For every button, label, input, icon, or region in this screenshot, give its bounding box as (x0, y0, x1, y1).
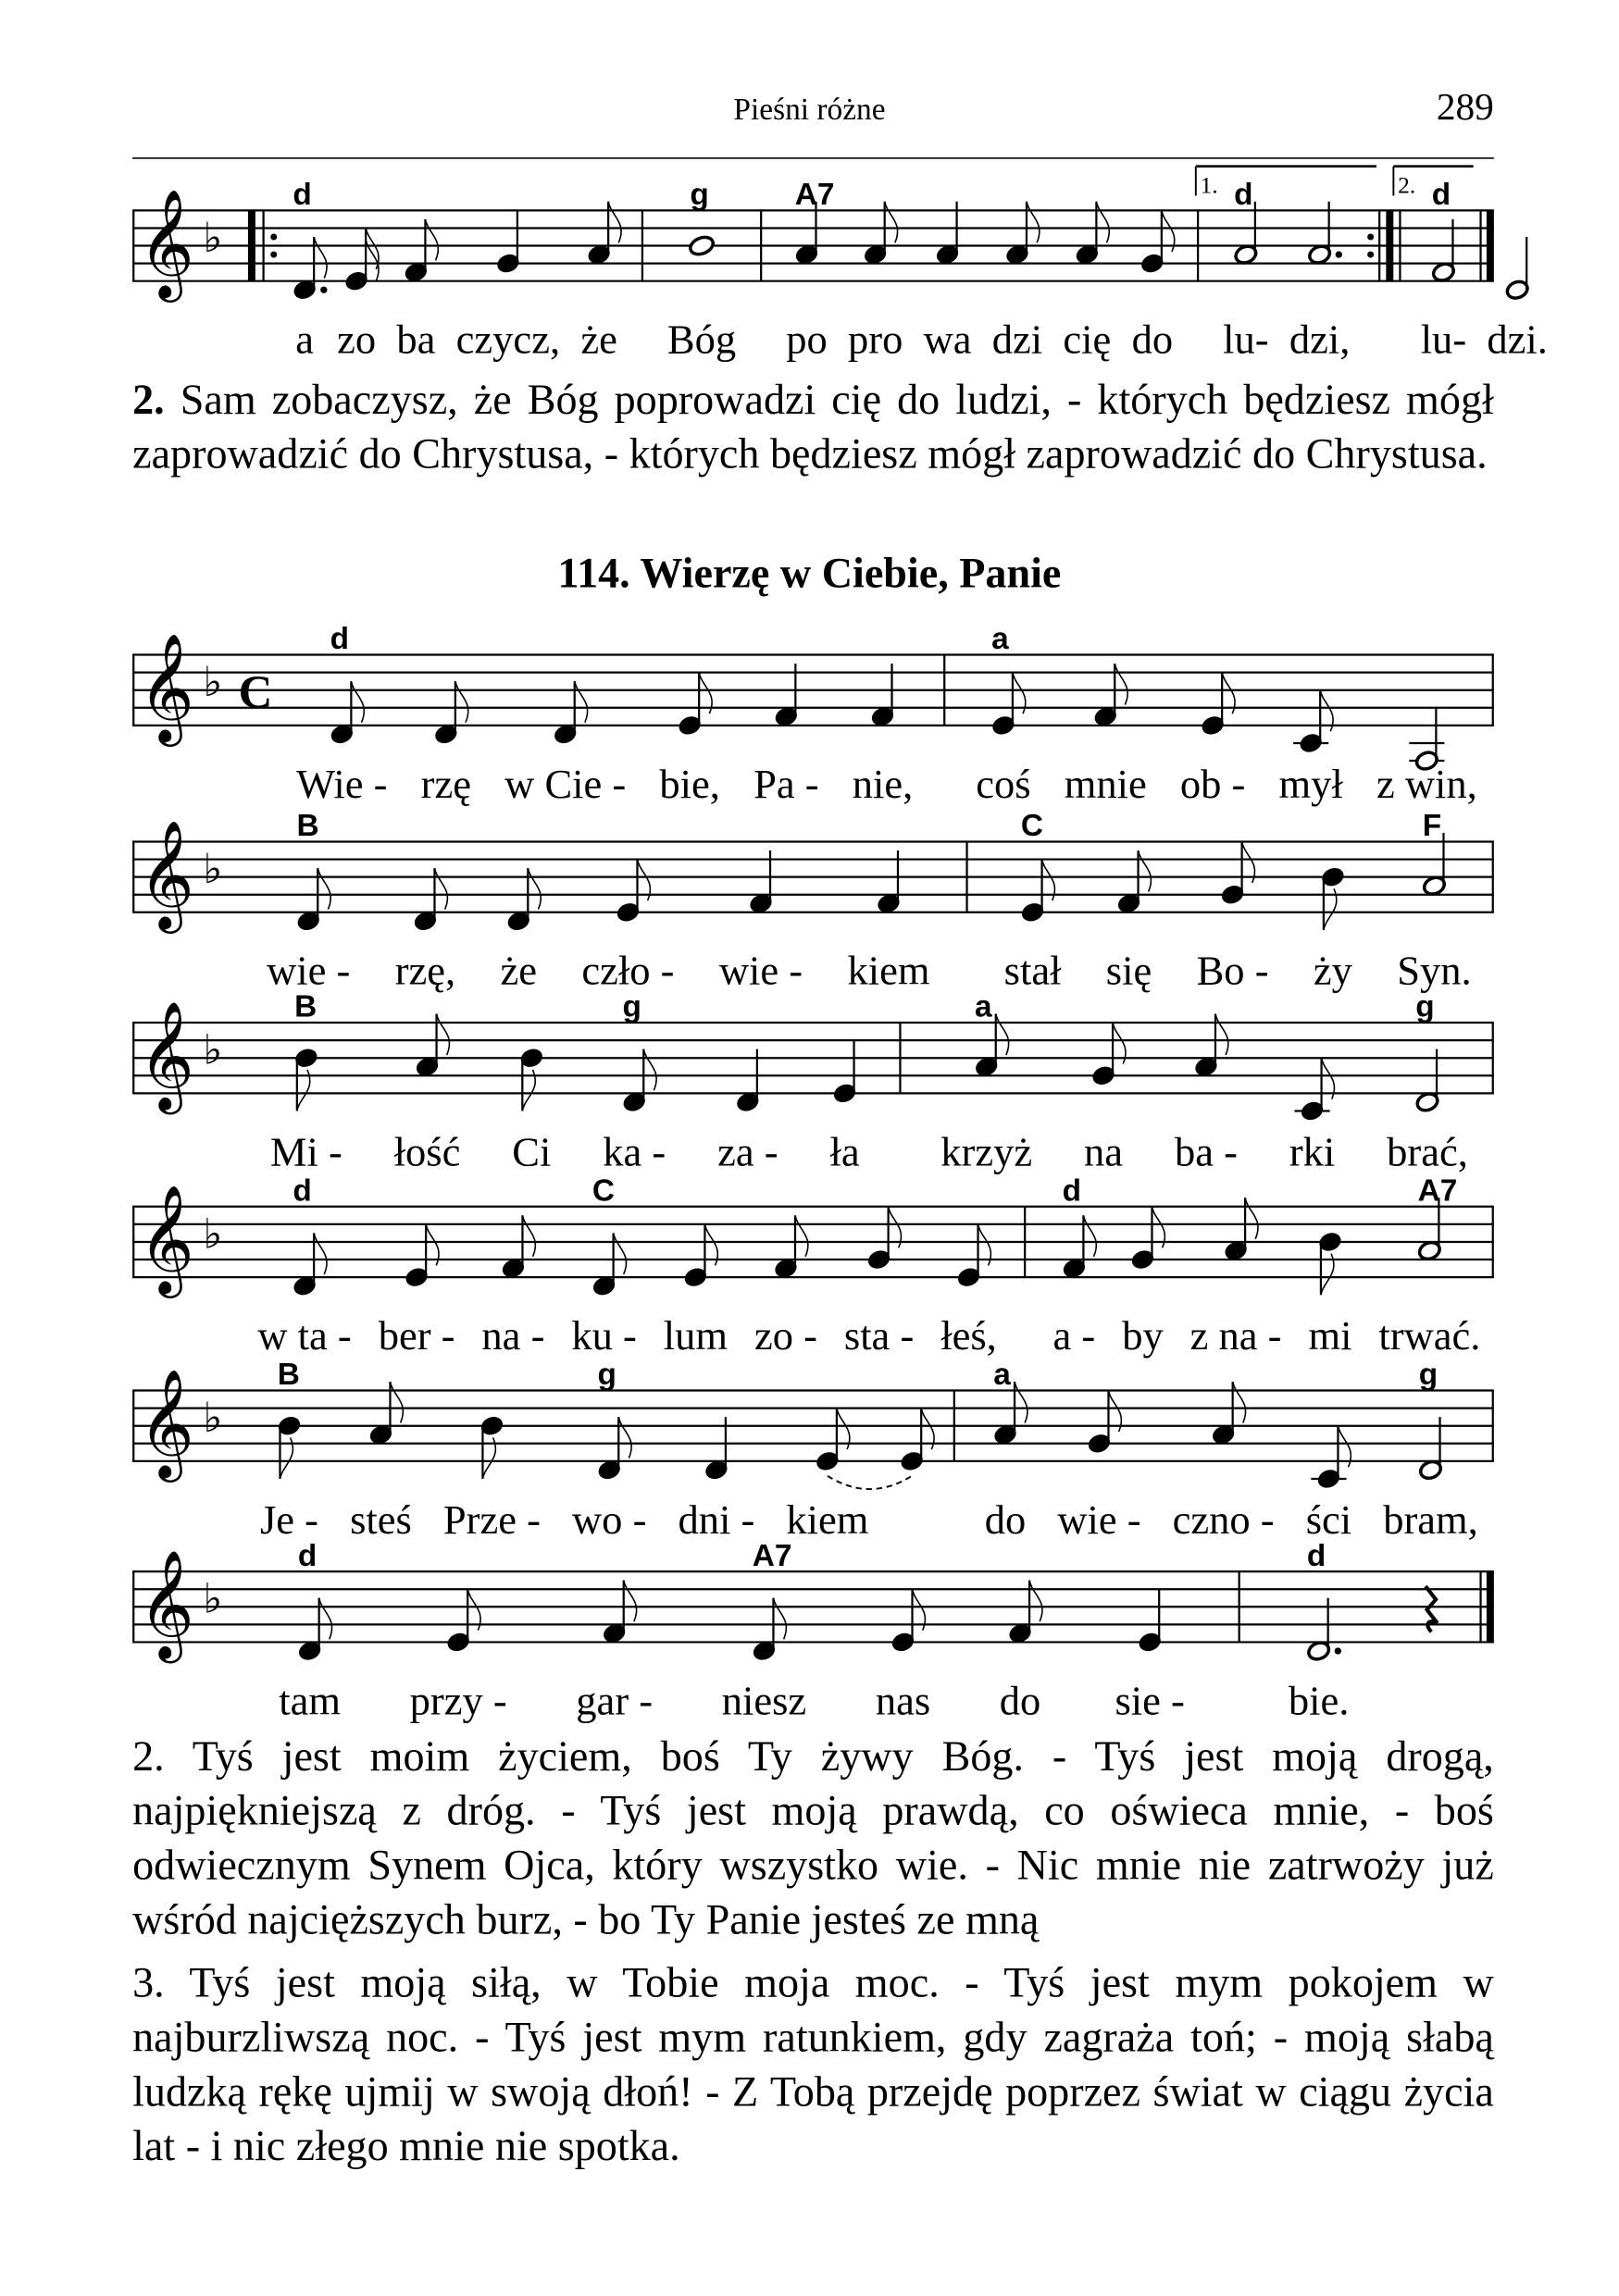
lyric-syllable: Bo - (1196, 947, 1269, 994)
notehead (688, 234, 716, 257)
note-flag (608, 202, 621, 243)
note (446, 1589, 480, 1653)
note (900, 1409, 934, 1472)
lyric-syllable: lu- (1223, 316, 1269, 363)
note-flag (1115, 664, 1127, 705)
chord-symbol: B (296, 809, 319, 844)
lyric-syllable: sie - (1115, 1677, 1185, 1724)
note (1505, 237, 1530, 301)
chord-symbol: g (597, 1358, 616, 1393)
flat-key-signature-icon: ♭ (203, 1210, 223, 1259)
chord-symbol: A7 (752, 1538, 792, 1573)
lyric-syllable: a (295, 316, 315, 363)
note (890, 1589, 925, 1653)
note (1020, 860, 1054, 924)
note-flag (1096, 202, 1109, 243)
lyric-syllable: mi (1308, 1312, 1352, 1359)
chord-symbol: d (1234, 178, 1253, 213)
note-flag (643, 1049, 656, 1091)
note (1220, 841, 1254, 905)
lyric-syllable: wa (923, 316, 972, 363)
lyric-syllable: do (999, 1677, 1041, 1724)
flat-key-signature-icon: ♭ (203, 1395, 223, 1443)
lyric-syllable: lu- (1420, 316, 1467, 363)
note (990, 673, 1025, 737)
note (1087, 1391, 1121, 1455)
lyric-syllable: wie - (718, 947, 803, 994)
note (1201, 673, 1235, 737)
lyric-syllable: ku - (571, 1312, 637, 1359)
song-title: 114. Wierzę w Ciebie, Panie (557, 550, 1062, 598)
lyric-syllable: ob - (1179, 760, 1246, 807)
lyric-syllable: łość (393, 1128, 461, 1175)
lyric-syllable: rzę (420, 760, 472, 807)
lyric-syllable: że (580, 316, 617, 363)
lyric-syllable: w ta - (257, 1312, 352, 1359)
slur (828, 1476, 912, 1489)
flat-key-signature-icon: ♭ (203, 846, 223, 893)
note (1317, 1231, 1342, 1295)
lyric-syllable: czło - (581, 947, 675, 994)
lyric-syllable: cię (1063, 316, 1112, 363)
lyric-syllable: Bóg (666, 316, 737, 363)
lyric-syllable: Je - (259, 1496, 319, 1543)
chord-symbol: C (592, 1173, 615, 1209)
note-flag (351, 681, 364, 723)
verse-previous-song (132, 374, 1494, 483)
lyric-syllable: lum (663, 1312, 729, 1359)
note-flag (522, 1215, 535, 1257)
music-staff (132, 1513, 1494, 1734)
note-flag (528, 868, 541, 910)
note (1140, 210, 1174, 274)
lyric-syllable: Prze - (442, 1496, 541, 1543)
chord-symbol: g (622, 989, 641, 1024)
note (678, 673, 712, 737)
lyric-syllable: dni - (678, 1496, 755, 1543)
augmentation-dot (1336, 251, 1342, 257)
note-flag (1029, 1581, 1042, 1622)
note (479, 1415, 504, 1479)
chord-symbol: A7 (794, 178, 835, 213)
note-flag (624, 1581, 637, 1622)
common-time-icon: C (238, 666, 273, 719)
note-flag (318, 868, 330, 910)
lyric-syllable: coś (976, 760, 1031, 807)
repeat-dot (1367, 252, 1374, 258)
note (832, 1040, 857, 1104)
note-flag (773, 1598, 786, 1640)
lyric-syllable: krzyż (940, 1128, 1033, 1175)
flat-key-signature-icon: ♭ (203, 659, 223, 707)
chord-symbol: A7 (1417, 1173, 1458, 1209)
lyric-syllable: mnie (1064, 760, 1147, 807)
note (1138, 1589, 1163, 1653)
lyric-syllable: bie. (1288, 1677, 1350, 1724)
note-flag (1233, 1382, 1246, 1423)
lyric-syllable: stał (1003, 947, 1062, 994)
chord-symbol: d (1062, 1173, 1082, 1209)
lyric-syllable: Syn. (1397, 947, 1472, 994)
lyric-syllable: tam (279, 1677, 342, 1724)
repeat-dot (270, 252, 277, 258)
lyric-syllable: do (984, 1496, 1027, 1543)
lyric-syllable: ba (396, 316, 436, 363)
chord-symbol: d (330, 622, 350, 657)
note (495, 210, 520, 274)
note (683, 1224, 717, 1288)
note (1311, 1426, 1351, 1490)
note-flag (996, 1014, 1009, 1056)
note-flag (795, 1215, 808, 1257)
lyric-syllable: dzi (991, 316, 1043, 363)
lyric-syllable: pro (847, 316, 903, 363)
lyric-syllable: ła (829, 1128, 860, 1175)
note (688, 234, 716, 257)
lyric-syllable: ber - (378, 1312, 455, 1359)
chord-symbol: d (1431, 178, 1451, 213)
chord-symbol: g (1415, 989, 1435, 1024)
note (1130, 1207, 1164, 1271)
lyric-syllable: Ci (512, 1128, 552, 1175)
volta-bracket (1196, 167, 1376, 199)
lyric-syllable: nas (875, 1677, 931, 1724)
lyric-syllable: za - (717, 1128, 778, 1175)
repeat-dot (1367, 233, 1374, 240)
treble-clef-icon: 𝄞 (138, 819, 194, 929)
chord-symbol: B (294, 989, 318, 1024)
lyric-syllable: się (1105, 947, 1152, 994)
note-flag (1027, 202, 1040, 243)
note-flag (575, 681, 588, 723)
note-flag (319, 1598, 332, 1640)
note-flag (618, 1417, 631, 1458)
flat-key-signature-icon: ♭ (203, 214, 223, 262)
lyric-syllable: niesz (721, 1677, 807, 1724)
volta-label: 1. (1200, 171, 1218, 199)
lyric-syllable: że (500, 947, 538, 994)
lyric-syllable: sta - (843, 1312, 915, 1359)
lyric-syllable: na (1084, 1128, 1124, 1175)
note (519, 1047, 544, 1111)
lyric-syllable: wie - (1057, 1496, 1141, 1543)
lyric-syllable: Mi - (269, 1128, 342, 1175)
note-flag (314, 1233, 327, 1274)
chord-symbol: g (1418, 1358, 1438, 1393)
treble-clef-icon: 𝄞 (138, 188, 194, 298)
lyric-syllable: w Cie - (504, 760, 627, 807)
verse-3: 3. Tyś jest moją siłą, w Tobie moja moc. - Tyś jest mym pokojem w najburzliwszą noc. - Tyś jest mym ratunkiem, gdy zagraża toń; - moją słabą ludzką rękę ujmij w swoją dłoń! - Z Tobą przejdę poprzez świat w ciągu życia lat - i nic złego mnie nie spotka. (132, 1959, 1494, 2171)
note-flag (614, 1233, 627, 1274)
note (1293, 690, 1333, 754)
chord-symbol: B (277, 1358, 300, 1393)
lyric-syllable: z na - (1189, 1312, 1282, 1359)
lyric-syllable: nie, (852, 760, 914, 807)
lyric-syllable: ści (1305, 1496, 1352, 1543)
note-flag (1215, 1014, 1228, 1056)
verse-number: 2. (132, 377, 165, 424)
note-flag (455, 681, 468, 723)
repeat-dot (270, 233, 277, 240)
verse-text: Sam zobaczysz, że Bóg poprowadzi cię do ludzi, - których będziesz mógł zaprowadzić do Chrystusa, - których będziesz mógł zaprowadzić do Chrystusa. (132, 377, 1494, 478)
augmentation-dot (320, 287, 327, 293)
augmentation-dot (1335, 1647, 1341, 1654)
lyric-syllable: łeś, (940, 1312, 997, 1359)
chord-symbol: d (1306, 1538, 1326, 1573)
flat-key-signature-icon: ♭ (203, 1575, 223, 1623)
treble-clef-icon: 𝄞 (138, 1549, 194, 1659)
note (405, 1224, 439, 1288)
volta-label: 2. (1398, 171, 1416, 199)
lyric-syllable: a - (1052, 1312, 1096, 1359)
note (293, 1047, 318, 1111)
lyric-syllable: bram, (1383, 1496, 1478, 1543)
running-header: Pieśni różne (733, 91, 886, 127)
note-flag (437, 1014, 450, 1056)
lyric-syllable: ży (1313, 947, 1352, 994)
lyric-syllable: z win, (1376, 760, 1477, 807)
lyric-syllable: na - (481, 1312, 545, 1359)
lyric-syllable: do (1131, 316, 1174, 363)
chord-symbol: C (1020, 809, 1043, 844)
note (866, 1207, 901, 1271)
note (1320, 866, 1345, 930)
chord-symbol: d (297, 1538, 318, 1573)
lyric-syllable: by (1122, 1312, 1164, 1359)
verse-2: 2. Tyś jest moim życiem, boś Ty żywy Bóg. - Tyś jest moją drogą, najpiękniejszą z dróg. - Tyś jest moją prawdą, co oświeca mnie, - boś odwiecznym Synem Ojca, który wszystko wie. - Nic mnie nie zatrwoży już wśród najcięższych burz, - bo Ty Panie jesteś ze mną (132, 1733, 1494, 1944)
lyric-syllable: przy - (409, 1677, 507, 1724)
note-flag (1015, 1382, 1027, 1423)
lyric-syllable: bie, (659, 760, 720, 807)
treble-clef-icon: 𝄞 (138, 632, 194, 742)
chord-symbol: d (293, 178, 312, 213)
note (815, 1409, 912, 1489)
lyric-syllable: mył (1278, 760, 1343, 807)
treble-clef-icon: 𝄞 (138, 1368, 194, 1478)
lyric-syllable: steś (350, 1496, 412, 1543)
lyric-syllable: zo - (753, 1312, 817, 1359)
flat-key-signature-icon: ♭ (203, 1026, 223, 1074)
lyric-syllable: ba - (1174, 1128, 1238, 1175)
chord-symbol: a (991, 622, 1009, 657)
note-flag (1245, 1198, 1258, 1239)
page-number: 289 (1436, 85, 1494, 129)
note-flag (1139, 850, 1152, 892)
lyric-syllable: kiem (847, 947, 930, 994)
note (1294, 1058, 1334, 1122)
chord-symbol: a (993, 1358, 1011, 1393)
lyric-syllable: brać, (1387, 1128, 1468, 1175)
note-flag (425, 219, 438, 261)
lyric-syllable: trwać. (1378, 1312, 1481, 1359)
lyric-syllable: rki (1289, 1128, 1336, 1175)
lyric-syllable: czycz, (455, 316, 561, 363)
treble-clef-icon: 𝄞 (138, 1184, 194, 1294)
lyric-syllable: dzi. (1487, 316, 1548, 363)
music-staff (132, 152, 1548, 373)
lyric-syllable: wo - (572, 1496, 647, 1543)
lyric-syllable: rzę, (394, 947, 456, 994)
note-flag (314, 237, 327, 279)
chord-symbol: F (1422, 809, 1442, 844)
note (277, 1415, 302, 1479)
lyric-syllable: czno - (1172, 1496, 1275, 1543)
lyric-syllable: po (786, 316, 828, 363)
chord-symbol: a (975, 989, 992, 1024)
lyric-syllable: kiem (786, 1496, 869, 1543)
note (616, 860, 650, 924)
note-flag (885, 202, 898, 243)
note-flag (390, 1382, 403, 1423)
note-flag (434, 868, 447, 910)
chord-symbol: g (690, 178, 709, 213)
chord-symbol: d (293, 1173, 312, 1209)
lyric-syllable: dzi, (1289, 316, 1351, 363)
note (1091, 1023, 1126, 1086)
note-flag (1083, 1215, 1096, 1257)
lyric-syllable: Wie - (296, 760, 388, 807)
note (956, 1224, 990, 1288)
lyric-syllable: ka - (603, 1128, 666, 1175)
lyric-syllable: Pa - (753, 760, 819, 807)
treble-clef-icon: 𝄞 (138, 1000, 194, 1111)
lyric-syllable: wie - (267, 947, 351, 994)
lyric-syllable: zo (337, 316, 377, 363)
lyric-syllable: gar - (576, 1677, 654, 1724)
note (344, 228, 379, 292)
